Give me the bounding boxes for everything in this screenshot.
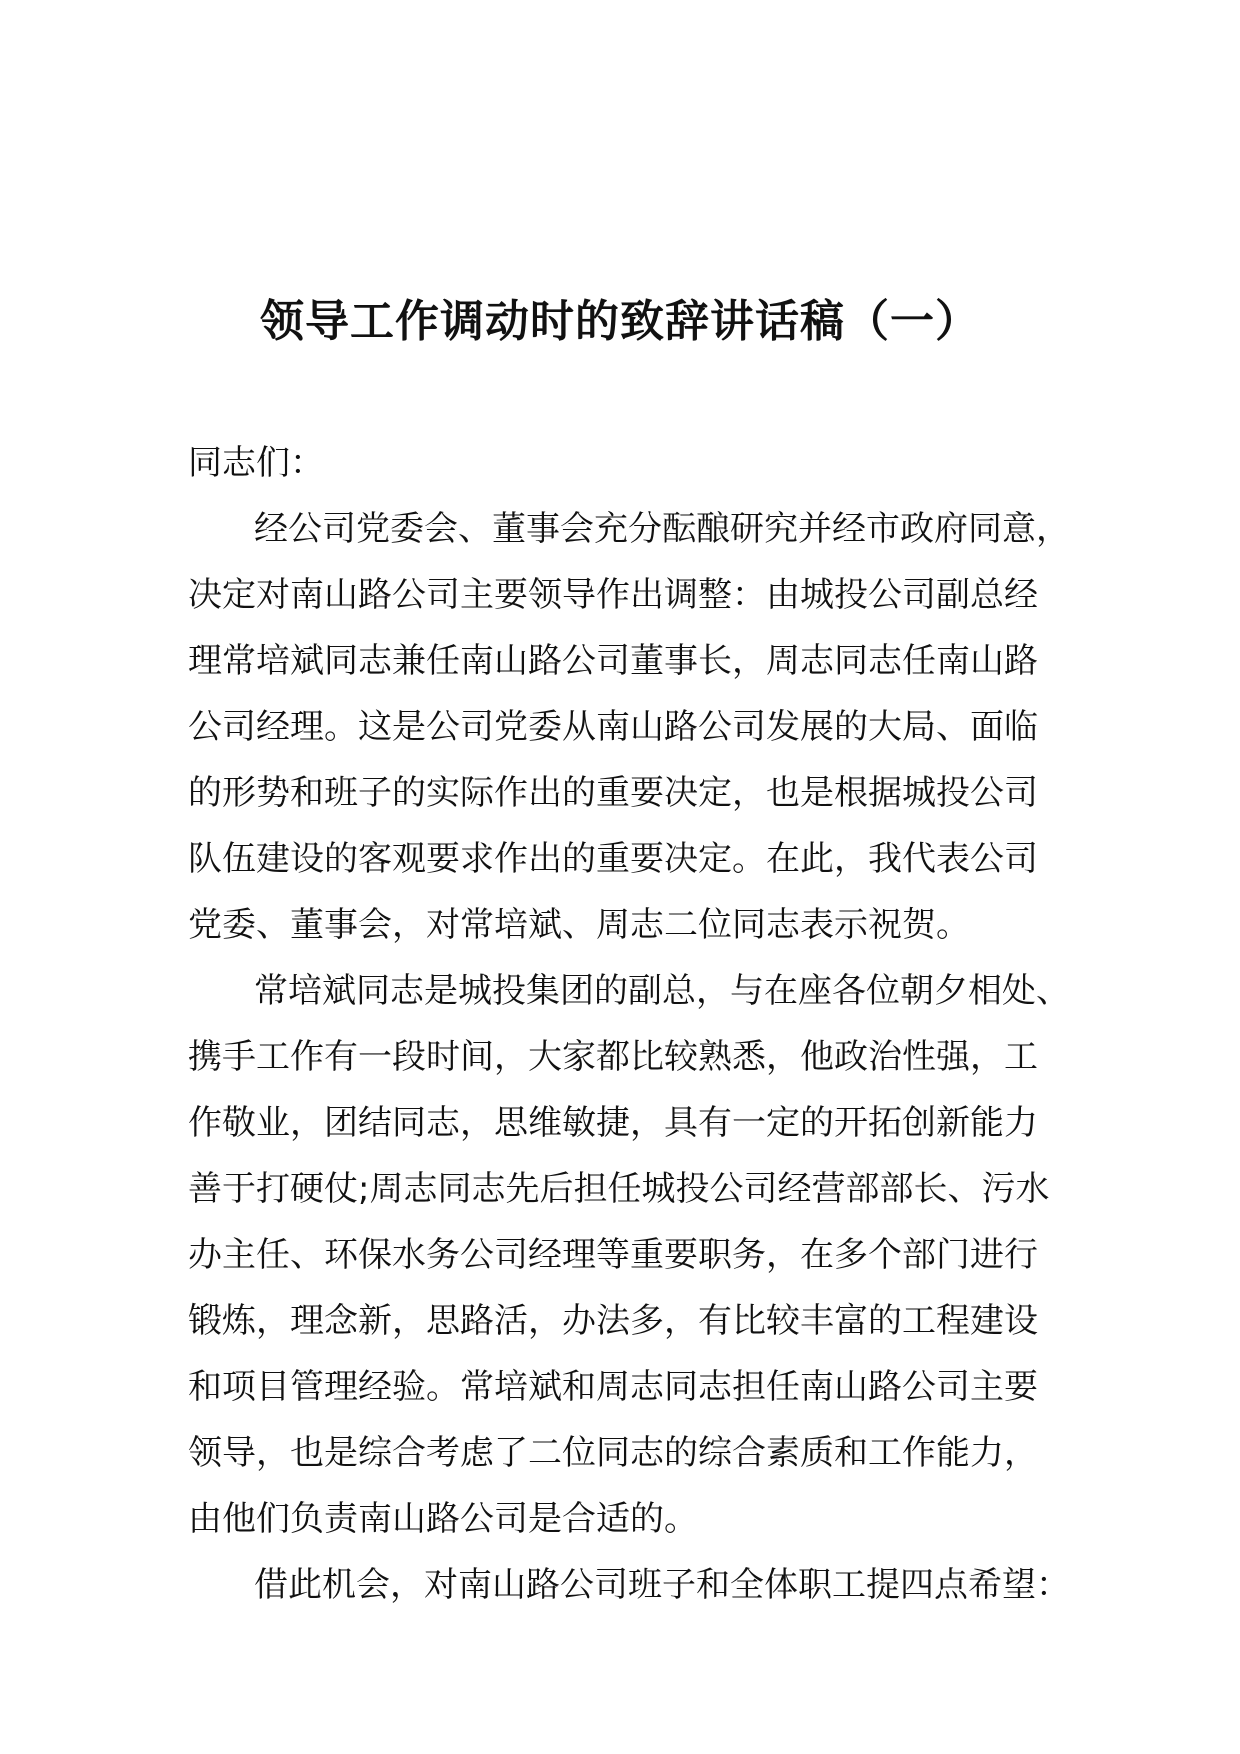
body-text-line: 携手工作有一段时间，大家都比较熟悉，他政治性强，工 xyxy=(188,1037,1038,1077)
body-text-line: 善于打硬仗;周志同志先后担任城投公司经营部部长、污水 xyxy=(188,1169,1050,1209)
body-text-line: 常培斌同志是城投集团的副总，与在座各位朝夕相处、 xyxy=(254,971,1070,1011)
body-text-line: 锻炼，理念新，思路活，办法多，有比较丰富的工程建设 xyxy=(188,1301,1038,1341)
body-text-line: 同志们： xyxy=(188,443,324,483)
body-text-line: 领导，也是综合考虑了二位同志的综合素质和工作能力， xyxy=(188,1433,1038,1473)
body-text-line: 公司经理。这是公司党委从南山路公司发展的大局、面临 xyxy=(188,707,1038,747)
body-text-line: 由他们负责南山路公司是合适的。 xyxy=(188,1499,698,1539)
document-body xyxy=(188,430,1068,1618)
body-text-line: 理常培斌同志兼任南山路公司董事长，周志同志任南山路 xyxy=(188,641,1038,681)
body-text-line: 的形势和班子的实际作出的重要决定，也是根据城投公司 xyxy=(188,773,1038,813)
body-text-line: 办主任、环保水务公司经理等重要职务，在多个部门进行 xyxy=(188,1235,1038,1275)
body-text-line: 经公司党委会、董事会充分酝酿研究并经市政府同意， xyxy=(254,509,1070,549)
body-text-line: 队伍建设的客观要求作出的重要决定。在此，我代表公司 xyxy=(188,839,1038,879)
body-text-line: 党委、董事会，对常培斌、周志二位同志表示祝贺。 xyxy=(188,905,970,945)
body-text-line: 借此机会，对南山路公司班子和全体职工提四点希望： xyxy=(254,1565,1070,1605)
document-title: 领导工作调动时的致辞讲话稿（一） xyxy=(260,296,980,347)
body-text-line: 和项目管理经验。常培斌和周志同志担任南山路公司主要 xyxy=(188,1367,1038,1407)
body-text-line: 作敬业，团结同志，思维敏捷，具有一定的开拓创新能力 xyxy=(188,1103,1038,1143)
body-text-line: 决定对南山路公司主要领导作出调整：由城投公司副总经 xyxy=(188,575,1038,615)
